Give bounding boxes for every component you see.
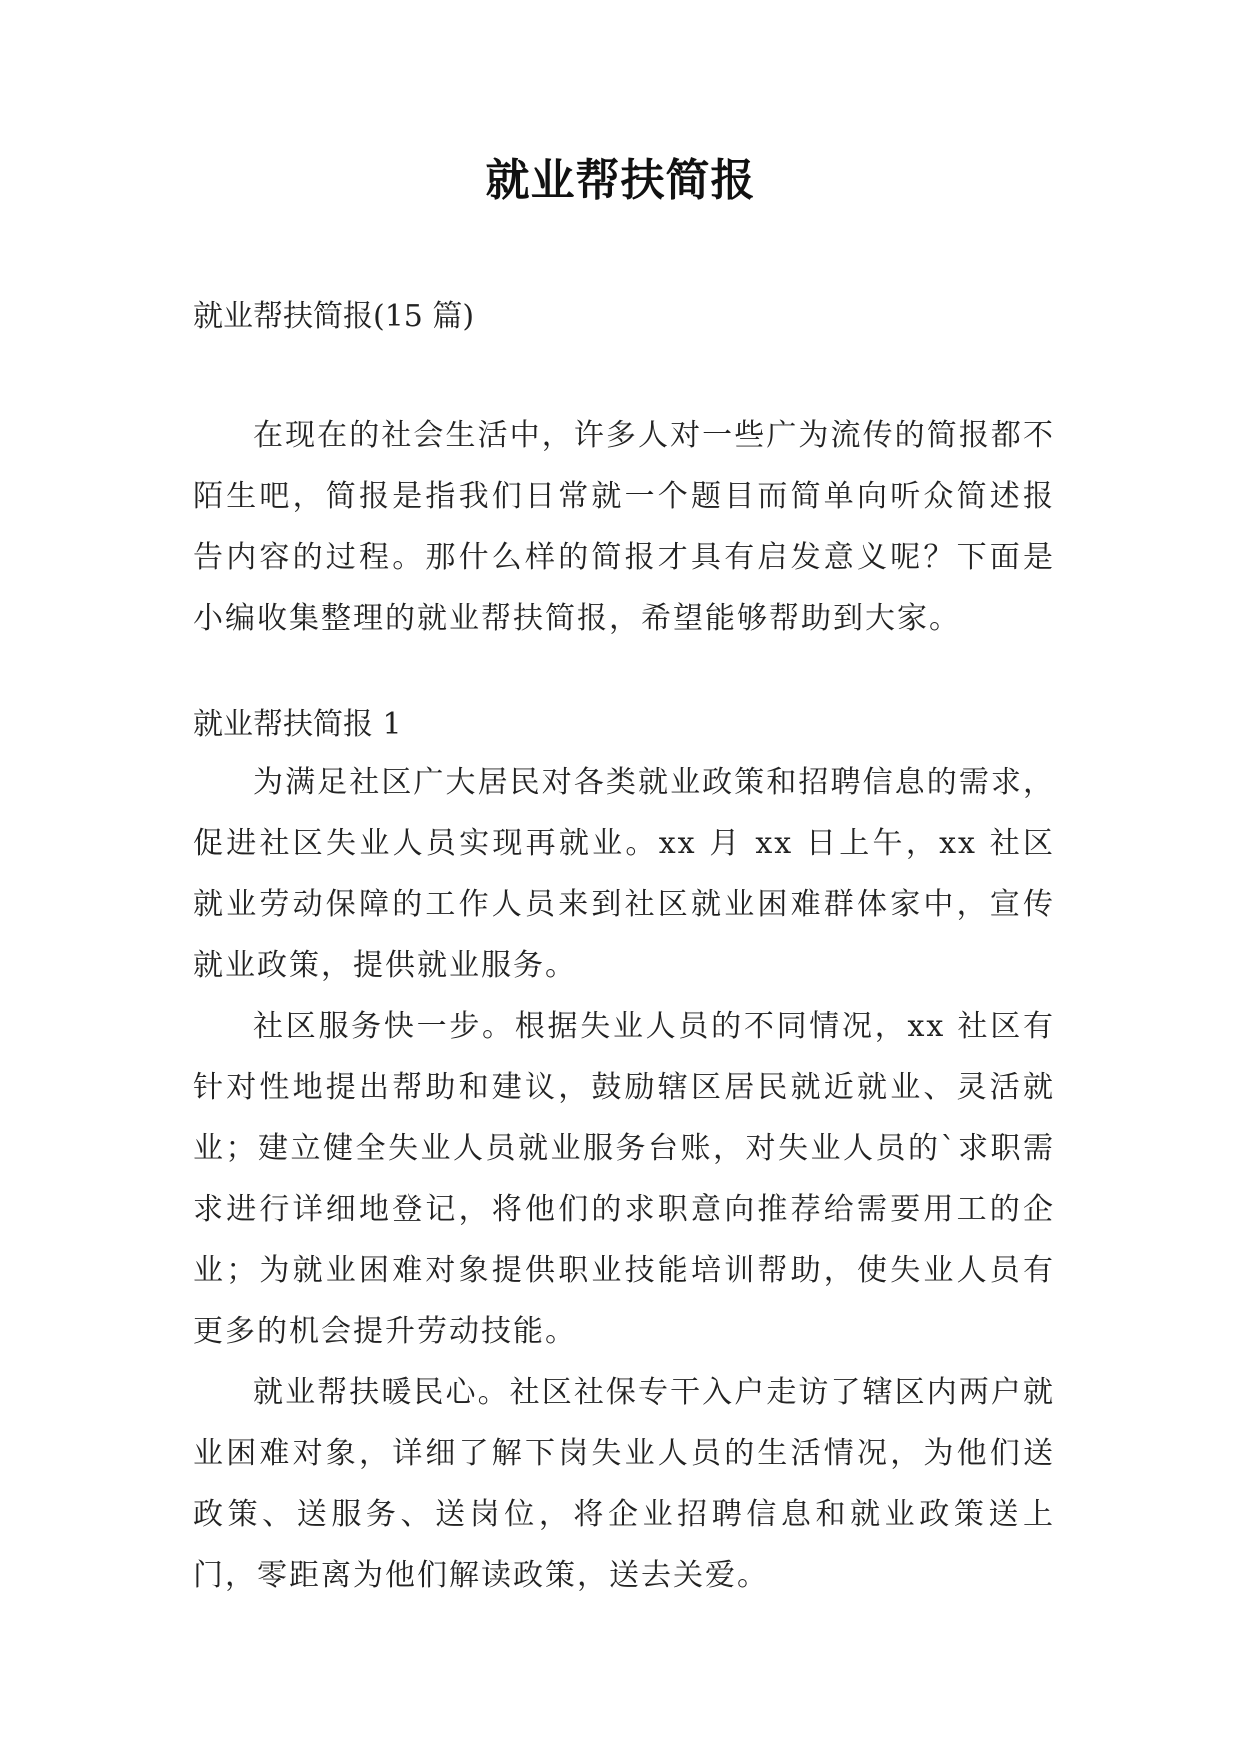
section-heading: 就业帮扶简报 1: [193, 707, 402, 742]
section-body: [193, 752, 1055, 1606]
intro-section: [193, 405, 1055, 649]
body-paragraph-2: 社区服务快一步。根据失业人员的不同情况，xx 社区有针对性地提出帮助和建议，鼓励辖区居民就近就业、灵活就业；建立健全失业人员就业服务台账，对失业人员的`求职需求进行详细地登记，将他们的求职意向推荐给需要用工的企业；为就业困难对象提供职业技能培训帮助，使失业人员有更多的机会提升劳动技能。: [193, 1009, 1055, 1349]
intro-paragraph: 在现在的社会生活中，许多人对一些广为流传的简报都不陌生吧，简报是指我们日常就一个题目而简单向听众简述报告内容的过程。那什么样的简报才具有启发意义呢？下面是小编收集整理的就业帮扶简报，希望能够帮助到大家。: [193, 418, 1055, 636]
body-paragraph-1: 为满足社区广大居民对各类就业政策和招聘信息的需求，促进社区失业人员实现再就业。xx 月 xx 日上午，xx 社区就业劳动保障的工作人员来到社区就业困难群体家中，宣传就业政策，提供就业服务。: [193, 765, 1055, 983]
document-subtitle: 就业帮扶简报(15 篇): [193, 299, 475, 334]
body-paragraph-3: 就业帮扶暖民心。社区社保专干入户走访了辖区内两户就业困难对象，详细了解下岗失业人员的生活情况，为他们送政策、送服务、送岗位，将企业招聘信息和就业政策送上门，零距离为他们解读政策，送去关爱。: [193, 1375, 1055, 1593]
page-title: 就业帮扶简报: [485, 155, 756, 206]
